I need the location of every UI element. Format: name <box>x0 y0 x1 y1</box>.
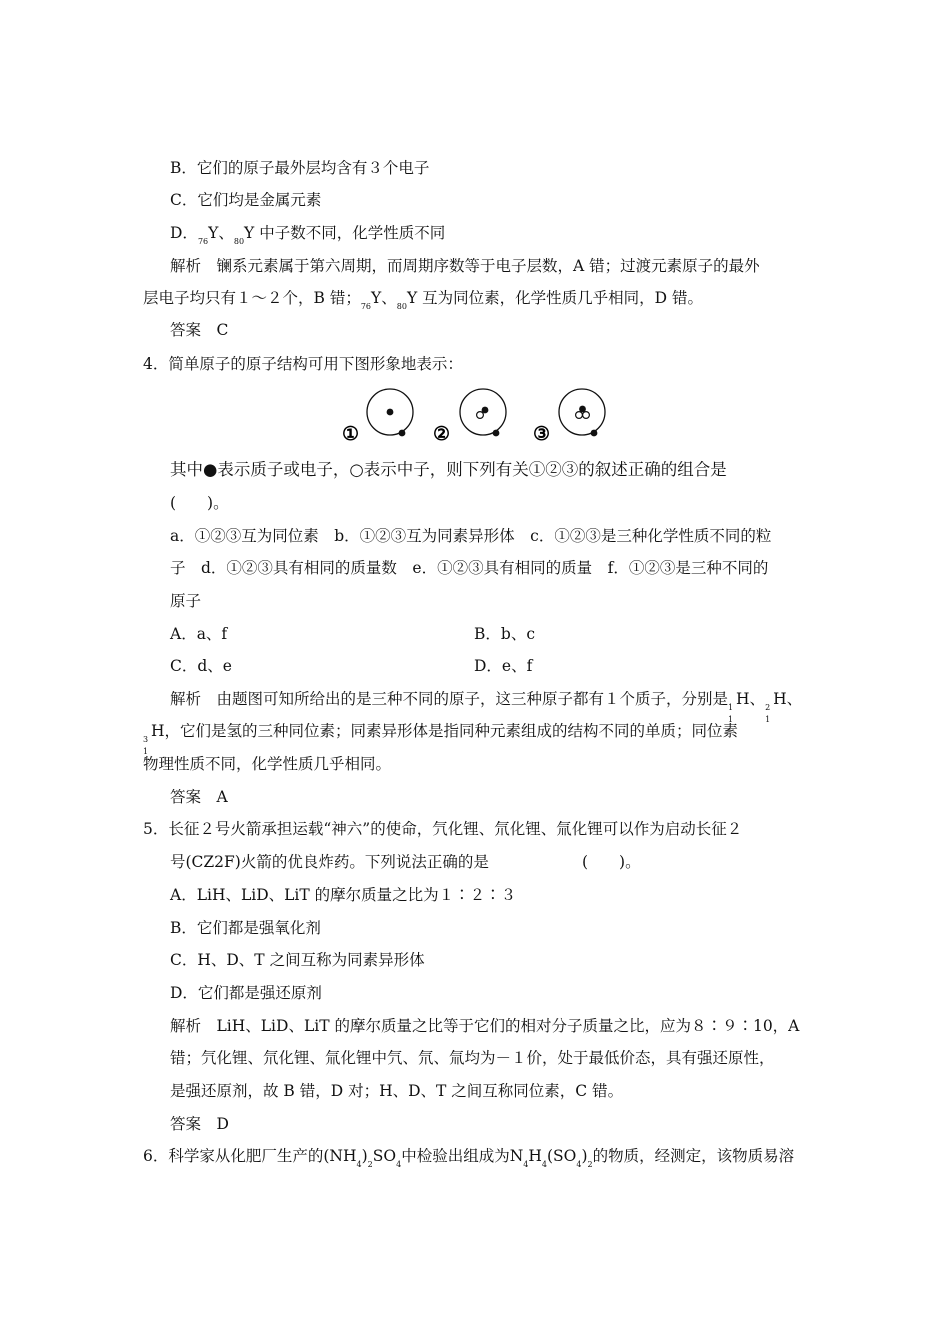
atom-structure-figure <box>335 380 635 450</box>
q4-option-a: A．a、f <box>170 625 228 643</box>
q4-statements-line-2: 子 d．①②③具有相同的质量数 e．①②③具有相同的质量 f．①②③是三种不同的 <box>170 559 769 577</box>
atom-1-proton <box>387 409 394 416</box>
atom-3-neutron-b <box>583 412 590 419</box>
atom-1-electron <box>399 430 406 437</box>
atom-label-3: ③ <box>533 423 551 445</box>
q5-option-a: A．LiH、LiD、LiT 的摩尔质量之比为１∶２∶３ <box>170 886 517 904</box>
q4-explanation-line-1: 解析 由题图可知所给出的是三种不同的原子，这三种原子都有１个质子，分别是 1 1 H、 2 1 H、 <box>170 690 803 724</box>
atom-3-neutron-a <box>576 412 583 419</box>
q3-explanation-line-2: 层电子均只有１～２个，B 错；$_{76}$Y、$_{80}$Y 互为同位素，化学性质几乎相同，D 错。 <box>143 289 703 311</box>
q3-explanation-line-1: 解析 镧系元素属于第六周期，而周期序数等于电子层数，A 错；过渡元素原子的最外 <box>170 257 760 275</box>
q4-blank: ( )。 <box>170 494 229 512</box>
atom-3-electron <box>591 430 598 437</box>
q5-answer: 答案 D <box>170 1115 229 1133</box>
q4-option-b: B．b、c <box>474 625 535 643</box>
atom-label-1: ① <box>342 423 360 445</box>
q4-legend: 其中●表示质子或电子，○表示中子，则下列有关①②③的叙述正确的组合是 <box>170 460 727 479</box>
q3-option-b: B．它们的原子最外层均含有３个电子 <box>170 159 430 177</box>
q4-explanation-line-2: 3 1 H，它们是氢的三种同位素；同素异形体是指同种元素组成的结构不同的单质；同位素 <box>143 722 739 756</box>
q4-explanation-line-3: 物理性质不同，化学性质几乎相同。 <box>143 755 392 773</box>
q4-stem: 4．简单原子的原子结构可用下图形象地表示： <box>143 355 463 373</box>
atom-2-neutron <box>477 412 484 419</box>
q5-option-c: C．H、D、T 之间互称为同素异形体 <box>170 951 425 969</box>
q3-option-d: D．$_{76}$Y、$_{80}$Y 中子数不同，化学性质不同 <box>170 224 446 246</box>
q6-stem: 6．科学家从化肥厂生产的$(NH_4)_2SO_4$中检验出组成为$N_4H_4(SO_4)_2$的物质，经测定，该物质易溶 <box>143 1147 795 1169</box>
q4-option-d: D．e、f <box>474 657 533 675</box>
q5-explanation-line-1: 解析 LiH、LiD、LiT 的摩尔质量之比等于它们的相对分子质量之比，应为８∶９∶10，A <box>170 1017 800 1035</box>
q5-explanation-line-3: 是强还原剂，故 B 错，D 对；H、D、T 之间互称同位素，C 错。 <box>170 1082 624 1100</box>
q5-stem-line-2: 号(CZ2F)火箭的优良炸药。下列说法正确的是 <box>170 853 489 871</box>
q4-answer: 答案 A <box>170 788 228 806</box>
atom-2-electron <box>493 430 500 437</box>
q5-explanation-line-2: 错；氕化锂、氘化锂、氚化锂中氕、氘、氚均为－１价，处于最低价态，具有强还原性， <box>170 1049 775 1067</box>
atom-3-proton <box>579 406 586 413</box>
q3-answer: 答案 C <box>170 321 229 339</box>
q5-blank: ( )。 <box>582 853 641 871</box>
q5-stem-line-1: 5．长征２号火箭承担运载“神六”的使命，氕化锂、氘化锂、氚化锂可以作为启动长征２ <box>143 820 743 838</box>
q5-option-d: D．它们都是强还原剂 <box>170 984 322 1002</box>
q3-option-c: C．它们均是金属元素 <box>170 191 322 209</box>
q4-statements-line-1: a．①②③互为同位素 b．①②③互为同素异形体 c．①②③是三种化学性质不同的粒 <box>170 527 772 545</box>
q4-option-c: C．d、e <box>170 657 232 675</box>
q5-option-b: B．它们都是强氧化剂 <box>170 919 321 937</box>
q4-statements-line-3: 原子 <box>170 592 202 610</box>
atom-label-2: ② <box>433 423 451 445</box>
